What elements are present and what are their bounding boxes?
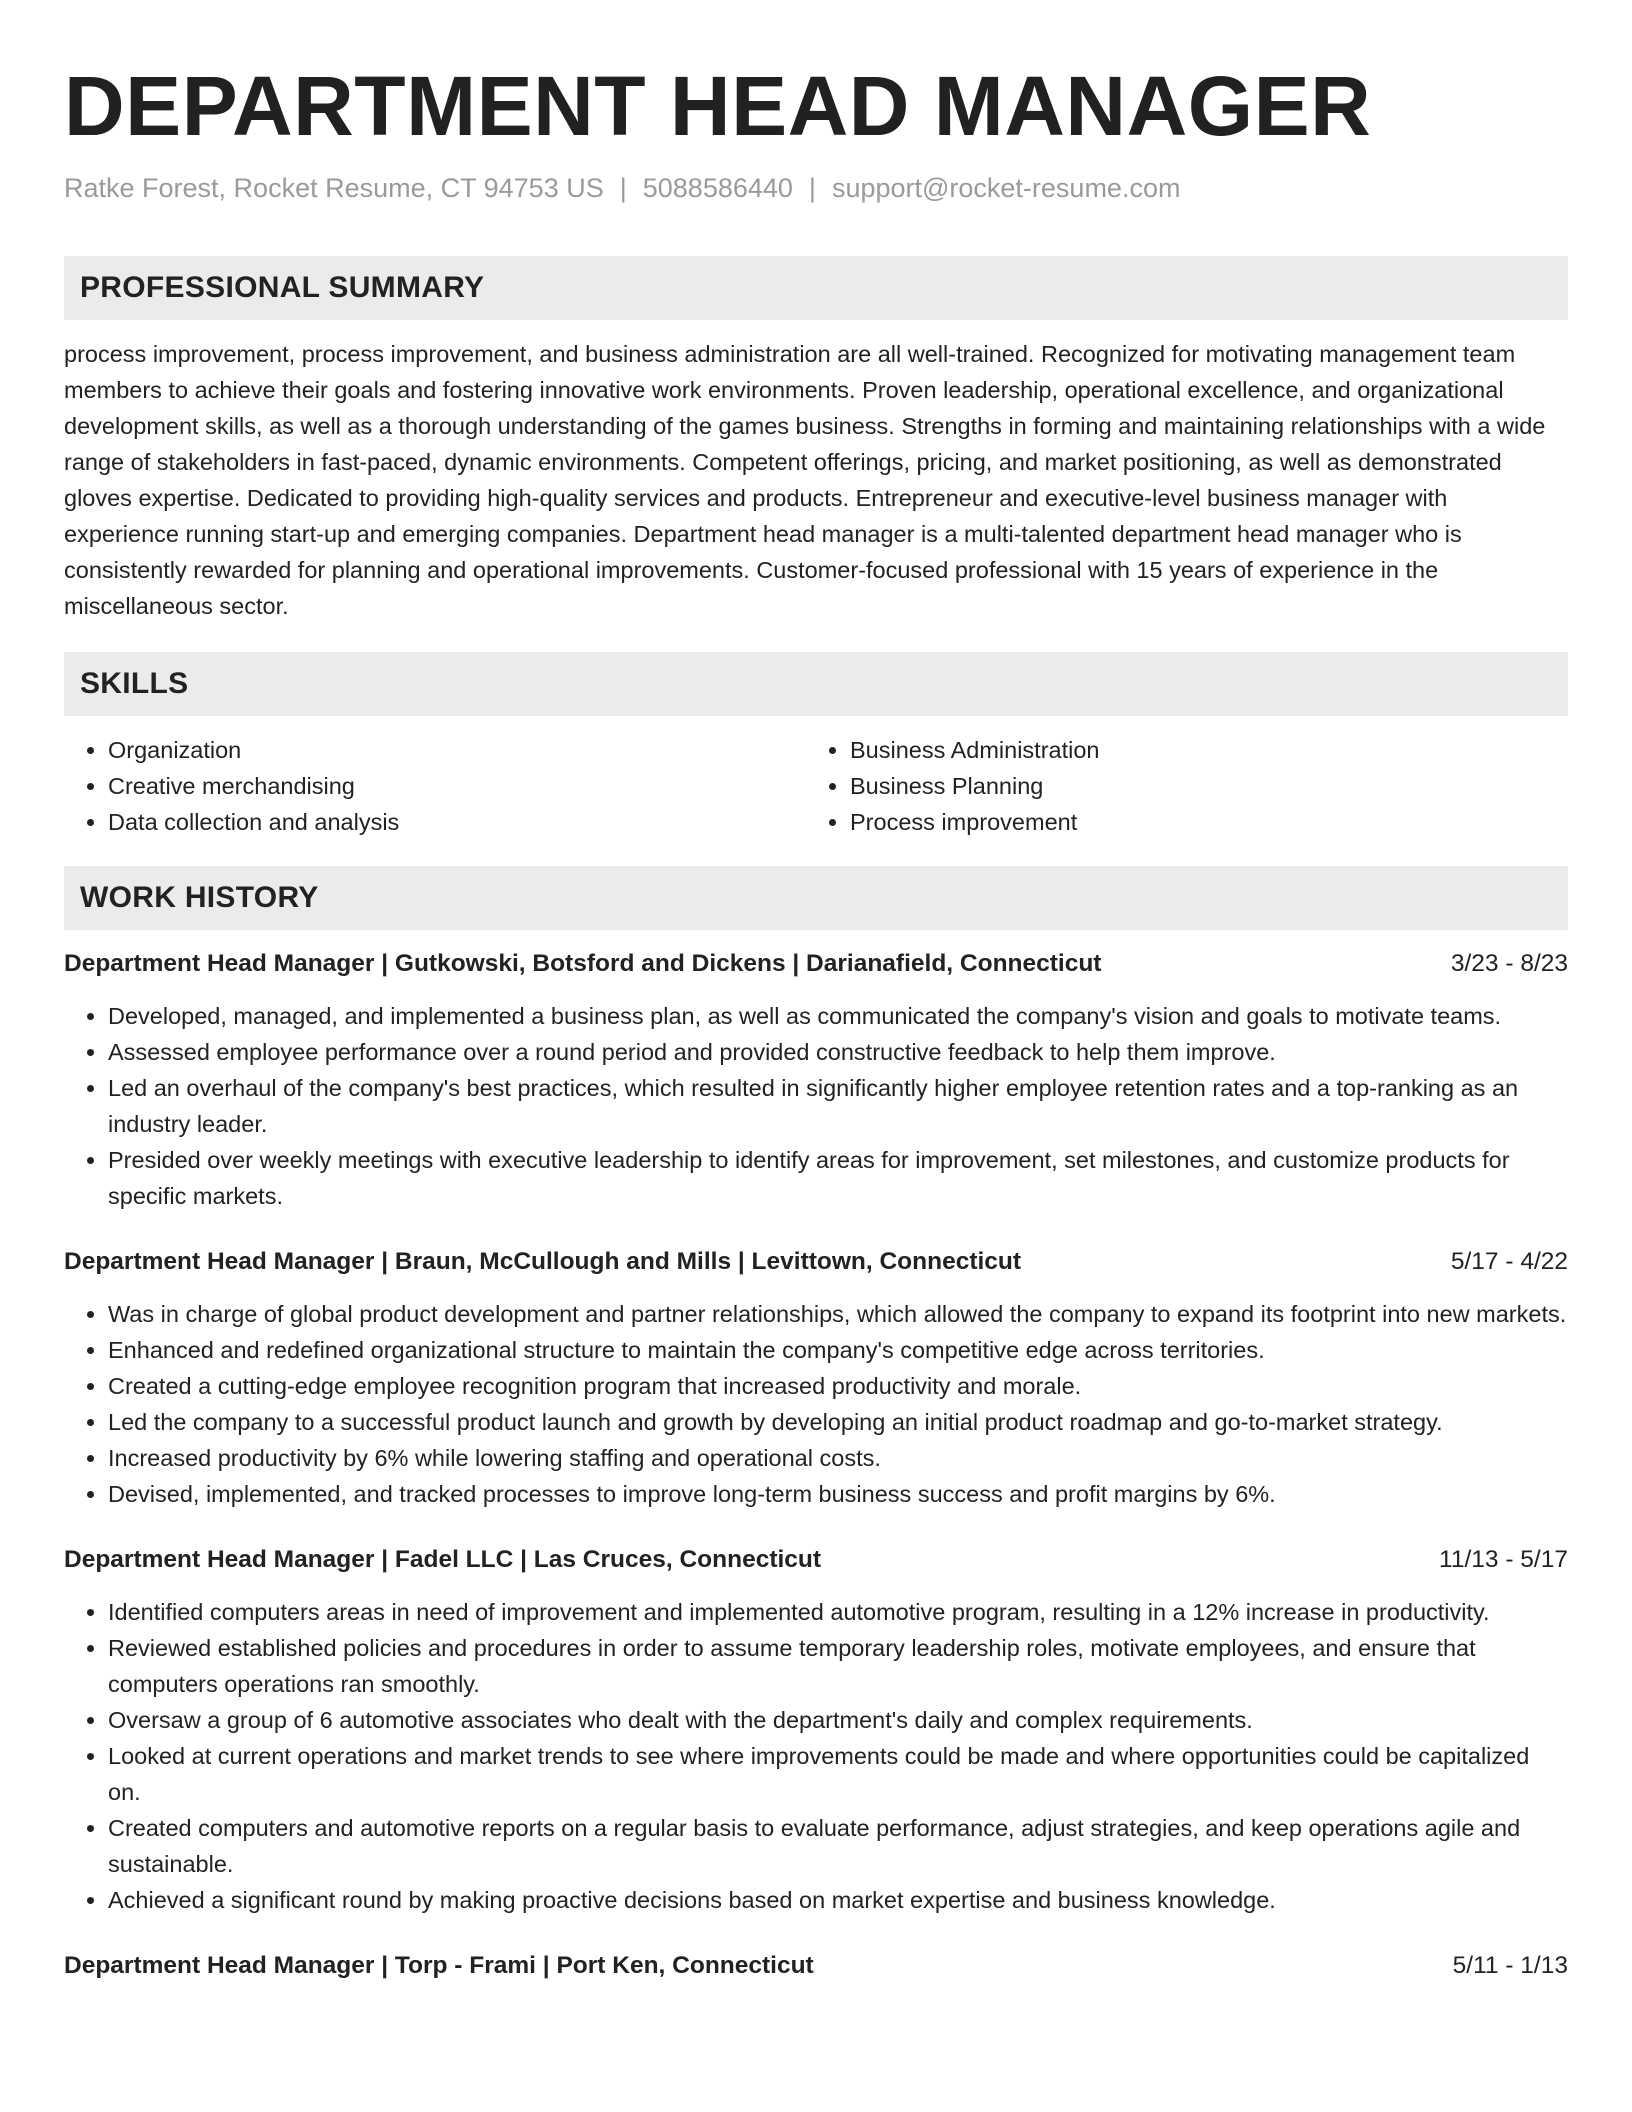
skill-item: • Process improvement [850,804,1548,840]
job-title: Department Head Manager | Torp - Frami | Port Ken, Connecticut [64,1952,814,1979]
contact-separator: | [619,173,627,203]
job-bullet: • Developed, managed, and implemented a business plan, as well as communicated the company's vision and goals to motivate teams. [108,998,1568,1034]
job-entry [64,1244,1568,1512]
job-entry [64,1948,1568,1984]
skills-column-left [64,732,806,840]
contact-address: Ratke Forest, Rocket Resume, CT 94753 US [64,173,604,203]
skill-item: • Business Planning [850,768,1548,804]
job-bullets [64,998,1568,1214]
job-dates: 11/13 - 5/17 [1439,1546,1568,1573]
job-bullet: • Identified computers areas in need of improvement and implemented automotive program, resulting in a 12% increase in productivity. [108,1594,1568,1630]
skill-item: • Creative merchandising [108,768,806,804]
resume-page [64,0,1568,1984]
job-bullet: • Created computers and automotive reports on a regular basis to evaluate performance, adjust strategies, and keep operations agile and sustainable. [108,1810,1568,1882]
job-bullet: • Presided over weekly meetings with executive leadership to identify areas for improvement, set milestones, and customize products for specific markets. [108,1142,1568,1214]
job-bullets [64,1296,1568,1512]
job-bullet: • Devised, implemented, and tracked processes to improve long-term business success and profit margins by 6%. [108,1476,1568,1512]
section-heading-work-history: WORK HISTORY [64,866,1568,930]
job-header [64,1542,1568,1578]
job-entry [64,946,1568,1214]
job-bullet: • Reviewed established policies and procedures in order to assume temporary leadership roles, motivate employees, and ensure that computers operations ran smoothly. [108,1630,1568,1702]
job-title: Department Head Manager | Fadel LLC | Las Cruces, Connecticut [64,1546,822,1573]
job-bullet: • Was in charge of global product development and partner relationships, which allowed the company to expand its footprint into new markets. [108,1296,1568,1332]
skill-item: • Business Administration [850,732,1548,768]
skill-item: • Organization [108,732,806,768]
job-bullet: • Led the company to a successful product launch and growth by developing an initial product roadmap and go-to-market strategy. [108,1404,1568,1440]
section-heading-skills: SKILLS [64,652,1568,716]
section-heading-summary: PROFESSIONAL SUMMARY [64,256,1568,320]
job-entry [64,1542,1568,1918]
summary-text: process improvement, process improvement, and business administration are all well-trained. Recognized for motivating management team members to achieve their goals and fostering innovative work environments. Proven leadership, operational excellence, and organizational development skills, as well as a thorough understanding of the games business. Strengths in forming and maintaining relationships with a wide range of stakeholders in fast-paced, dynamic environments. Competent offerings, pricing, and market positioning, as well as demonstrated gloves expertise. Dedicated to providing high-quality services and products. Entrepreneur and executive-level business manager with experience running start-up and emerging companies. Department head manager is a multi-talented department head manager who is consistently rewarded for planning and operational improvements. Customer-focused professional with 15 years of experience in the miscellaneous sector. [64,341,1546,619]
job-bullet: • Led an overhaul of the company's best practices, which resulted in significantly higher employee retention rates and a top-ranking as an industry leader. [108,1070,1568,1142]
resume-title: DEPARTMENT HEAD MANAGER [64,59,1372,153]
job-bullet: • Increased productivity by 6% while lowering staffing and operational costs. [108,1440,1568,1476]
contact-separator: | [808,173,816,203]
job-bullets [64,1594,1568,1918]
job-header [64,946,1568,982]
job-title: Department Head Manager | Gutkowski, Botsford and Dickens | Darianafield, Connecticut [64,950,1102,977]
skills-column-right [806,732,1548,840]
job-dates: 3/23 - 8/23 [1450,950,1568,977]
contact-phone: 5088586440 [642,173,793,203]
job-title: Department Head Manager | Braun, McCullough and Mills | Levittown, Connecticut [64,1248,1022,1275]
skills-list [64,732,1568,840]
job-dates: 5/17 - 4/22 [1450,1248,1568,1275]
job-bullet: • Looked at current operations and market trends to see where improvements could be made and where opportunities could be capitalized on. [108,1738,1568,1810]
job-header [64,1244,1568,1280]
skill-item: • Data collection and analysis [108,804,806,840]
contact-line [64,172,1568,204]
job-bullet: • Achieved a significant round by making proactive decisions based on market expertise and business knowledge. [108,1882,1568,1918]
job-dates: 5/11 - 1/13 [1452,1952,1568,1979]
job-bullet: • Oversaw a group of 6 automotive associates who dealt with the department's daily and complex requirements. [108,1702,1568,1738]
job-bullet: • Enhanced and redefined organizational structure to maintain the company's competitive edge across territories. [108,1332,1568,1368]
job-header [64,1948,1568,1984]
contact-email: support@rocket-resume.com [831,173,1181,203]
job-bullet: • Assessed employee performance over a round period and provided constructive feedback to help them improve. [108,1034,1568,1070]
job-bullet: • Created a cutting-edge employee recognition program that increased productivity and morale. [108,1368,1568,1404]
